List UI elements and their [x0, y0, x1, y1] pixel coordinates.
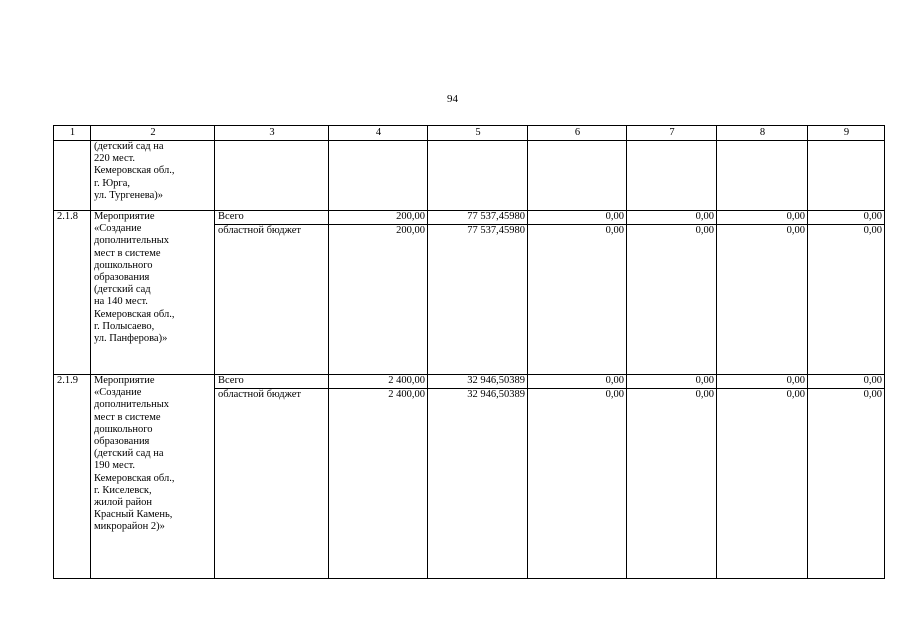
empty-cell [528, 141, 627, 211]
empty-cell [717, 141, 808, 211]
name-line: 190 мест. [94, 460, 136, 472]
row-code: 2.1.9 [54, 375, 91, 579]
header-col-8: 8 [717, 126, 808, 141]
name-line: микрорайон 2)» [94, 521, 165, 533]
name-line: Мероприятие [94, 211, 155, 222]
name-line: г. Киселевск, [94, 484, 152, 496]
value-cell: 0,00 [717, 211, 808, 225]
name-line: жилой район [94, 497, 153, 509]
page-number: 94 [447, 93, 458, 105]
name-line: образования [94, 436, 150, 448]
name-line: (детский сад на [94, 141, 164, 152]
value-cell: 0,00 [528, 211, 627, 225]
value-cell: 0,00 [627, 225, 717, 375]
value-cell: 32 946,50389 [428, 375, 528, 389]
value-cell: 0,00 [627, 389, 717, 579]
value-cell: 2 400,00 [329, 389, 428, 579]
continuation-code-cell [54, 141, 91, 211]
value-cell: 32 946,50389 [428, 389, 528, 579]
header-col-3: 3 [215, 126, 329, 141]
name-line: на 140 мест. [94, 296, 148, 308]
value-cell: 0,00 [808, 389, 885, 579]
name-line: (детский сад на [94, 448, 164, 460]
name-line: г. Юрга, [94, 177, 131, 189]
source-label: Всего [215, 375, 329, 389]
value-cell: 0,00 [717, 225, 808, 375]
row-code: 2.1.8 [54, 211, 91, 375]
header-col-7: 7 [627, 126, 717, 141]
value-cell: 0,00 [717, 375, 808, 389]
name-line: г. Полысаево, [94, 320, 155, 332]
value-cell: 77 537,45980 [428, 211, 528, 225]
empty-cell [329, 141, 428, 211]
name-line: Кемеровская обл., [94, 165, 175, 177]
continuation-name-cell [91, 141, 215, 211]
name-line: образования [94, 272, 150, 284]
name-line: дополнительных [94, 235, 170, 247]
name-line: 220 мест. [94, 153, 136, 165]
value-cell: 0,00 [808, 225, 885, 375]
row-name-cell [91, 211, 215, 375]
value-cell: 0,00 [528, 225, 627, 375]
name-line: Кемеровская обл., [94, 308, 175, 320]
row-name-cell [91, 375, 215, 579]
name-line: «Создание [94, 223, 142, 235]
header-row [54, 126, 885, 141]
empty-cell [627, 141, 717, 211]
value-cell: 200,00 [329, 211, 428, 225]
source-label: областной бюджет [215, 389, 329, 579]
value-cell: 0,00 [808, 375, 885, 389]
name-line: дошкольного [94, 259, 153, 271]
name-line: ул. Тургенева)» [94, 189, 164, 201]
empty-cell [215, 141, 329, 211]
source-label: областной бюджет [215, 225, 329, 375]
name-line: Красный Камень, [94, 509, 173, 521]
name-line: Кемеровская обл., [94, 472, 175, 484]
table-row [54, 211, 885, 225]
value-cell: 0,00 [627, 375, 717, 389]
value-cell: 0,00 [528, 389, 627, 579]
value-cell: 2 400,00 [329, 375, 428, 389]
empty-cell [428, 141, 528, 211]
value-cell: 0,00 [717, 389, 808, 579]
value-cell: 0,00 [808, 211, 885, 225]
table-row [54, 375, 885, 389]
budget-table [53, 125, 885, 579]
header-col-1: 1 [54, 126, 91, 141]
value-cell: 0,00 [528, 375, 627, 389]
name-line: Мероприятие [94, 375, 155, 386]
source-label: Всего [215, 211, 329, 225]
header-col-5: 5 [428, 126, 528, 141]
header-col-6: 6 [528, 126, 627, 141]
value-cell: 200,00 [329, 225, 428, 375]
header-col-2: 2 [91, 126, 215, 141]
name-line: «Создание [94, 387, 142, 399]
name-line: (детский сад [94, 284, 151, 296]
header-col-4: 4 [329, 126, 428, 141]
empty-cell [808, 141, 885, 211]
name-line: ул. Панферова)» [94, 333, 168, 345]
name-line: мест в системе [94, 411, 161, 423]
value-cell: 77 537,45980 [428, 225, 528, 375]
continuation-row [54, 141, 885, 211]
name-line: дошкольного [94, 423, 153, 435]
header-col-9: 9 [808, 126, 885, 141]
value-cell: 0,00 [627, 211, 717, 225]
name-line: дополнительных [94, 399, 170, 411]
name-line: мест в системе [94, 247, 161, 259]
